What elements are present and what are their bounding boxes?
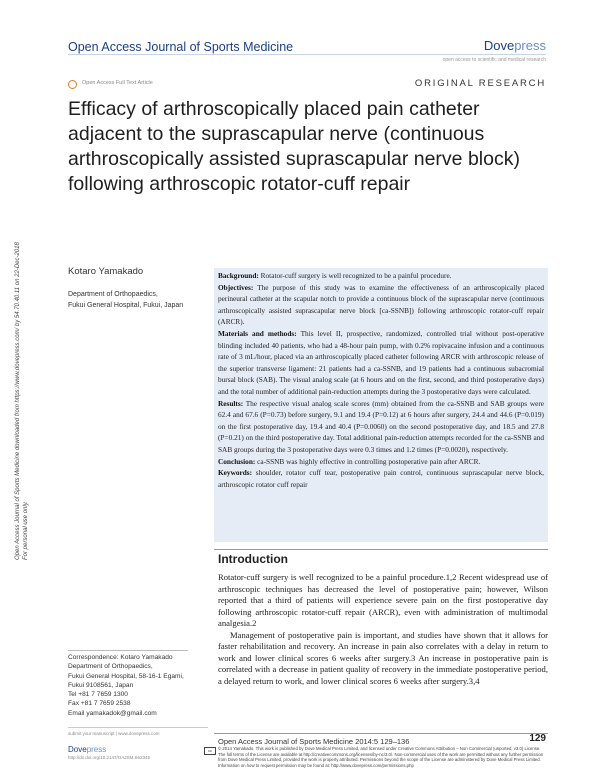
creative-commons-icon: cc <box>204 747 216 755</box>
intro-body <box>218 572 548 687</box>
affil-line2: Fukui General Hospital, Fukui, Japan <box>68 301 184 309</box>
footer-left-divider <box>68 727 208 728</box>
intro-heading: Introduction <box>218 552 288 566</box>
intro-paragraph-2: Management of postoperative pain is important, and studies have shown that it allows for faster rehabilitation and recovery. An increase in pain also correlates with a delay in return to work and lower clinical scores 6 weeks after surgery.3 An increase in postoperative pain is correlated with a decrease in patient quality of recovery in the immediate postoperative period, a delayed return to work, and lower clinical scores 6 weeks after surgery.3,4 <box>218 629 548 686</box>
header-divider <box>68 54 546 55</box>
corr-fax: Fax +81 7 7659 2538 <box>68 700 131 708</box>
corr-email[interactable]: Email yamakadok@gmail.com <box>68 709 157 717</box>
page-number: 129 <box>529 733 546 744</box>
corr-tel: Tel +81 7 7659 1300 <box>68 691 128 699</box>
methods-text: This level II, prospective, randomized, controlled trial without post-operative blinding included 40 patients, who had a 48-hour pain pump, with 0.2% ropivacaine infusion and a continuous rate of 3 mL/hour, placed via an arthroscopically placed catheter following ARCR with arthroscopic release of the superior transverse ligament: 21 patients had a ca-SSNB, and 19 patients had a continuous subacromial bursal block (SAB). The visual analog scale (at 6 hours and on the first, second, and third postoperative days) and the total number of additional pain-reduction attempts during the 3 postoperative days were calculated. <box>218 328 544 396</box>
results-text: The respective visual analog scale scores (mm) obtained from the ca-SSNB and SAB groups were 62.4 and 67.6 (P=0.73) before surgery, 9.1 and 19.4 (P=0.12) at 6 hours after surgery, 24.4 and 44.6 (P=0.019) on the first postoperative day, 19.4 and 40.4 (P=0.0060) on the second postoperative day, and 18.5 and 27.8 (P=0.21) on the third postoperative day. Total additional pain-reduction attempts recorded for the ca-SSNB and SAB groups during the 3 postoperative days were 0.3 times and 1.2 times (P=0.0020), respectively. <box>218 398 544 454</box>
correspondence-divider <box>68 650 188 651</box>
footer-divider <box>214 733 548 734</box>
journal-title[interactable]: Open Access Journal of Sports Medicine <box>68 40 294 54</box>
intro-divider <box>214 549 548 550</box>
corr-line1: Department of Orthopaedics, <box>68 663 153 671</box>
section-label: ORIGINAL RESEARCH <box>414 78 546 89</box>
objectives-label: Objectives: <box>218 282 254 292</box>
footer-citation: Open Access Journal of Sports Medicine 2014:5 129–136 <box>218 737 410 746</box>
correspondence-label: Correspondence: Kotaro Yamakado <box>68 654 173 661</box>
author-name: Kotaro Yamakado <box>68 266 144 277</box>
author-affiliation <box>68 290 218 311</box>
open-access-label: Open Access Full Text Article <box>82 80 153 86</box>
dove-logo-light: press <box>514 38 546 53</box>
results-label: Results: <box>218 398 244 408</box>
doi-link[interactable]: http://dx.doi.org/10.2147/OAJSM.S62345 <box>68 755 151 760</box>
license-text: © 2014 Yamakado. This work is published by Dove Medical Press Limited, and licensed under Creative Commons Attribution – Non Commercial (unported, v3.0) License. The full terms of the License are available at http://creativecommons.org/licenses/by-nc/3.0/. Non-commercial uses of the work are permitted without any further permission from Dove Medical Press Limited, provided the work is properly attributed. Permissions beyond the scope of the License are administered by Dove Medical Press Limited. Information on how to request permission may be found at: http://www.dovepress.com/permissions.php <box>218 746 544 768</box>
intro-paragraph-1: Rotator-cuff surgery is well recognized to be a painful procedure.1,2 Recent widespread use of arthroscopic techniques has decreased the level of postoperative pain; however, Wilson reported that a third of patients will experience severe pain on the first postoperative day following arthroscopic rotator-cuff repair (ARCR), even with administration of multimodal analgesia.2 <box>218 572 548 628</box>
side-note-line1: Open Access Journal of Sports Medicine downloaded from https://www.dovepress.com/ by 54.70.40.11 on 22-Dec-2018 <box>15 242 21 560</box>
dovepress-logo[interactable] <box>484 38 546 53</box>
footer-dove-light: press <box>86 745 107 754</box>
correspondence-block <box>68 653 218 718</box>
conclusion-label: Conclusion: <box>218 456 256 466</box>
background-label: Background: <box>218 271 259 280</box>
corr-line2: Fukui General Hospital, 58-16-1 Egami, <box>68 672 184 680</box>
dove-logo-bold: Dove <box>483 38 515 53</box>
conclusion-text: ca-SSNB was highly effective in controlling postoperative pain after ARCR. <box>257 456 481 466</box>
background-text: Rotator-cuff surgery is well recognized to be a painful procedure. <box>260 271 452 280</box>
keywords-label: Keywords: <box>218 468 253 478</box>
submit-manuscript-link[interactable]: submit your manuscript | www.dovepress.com <box>68 731 160 736</box>
footer-dove-bold: Dove <box>68 745 87 754</box>
side-note-line2: For personal use only. <box>23 501 29 560</box>
objectives-text: The purpose of this study was to examine the effectiveness of an arthroscopically placed perineural catheter at the scapular notch to provide a continuous block of the suprascapular nerve (continuous arthroscopically assisted suprascapular nerve block [ca-SSNB]) following arthroscopic rotator-cuff repair (ARCR). <box>218 282 544 327</box>
download-side-note <box>14 140 34 560</box>
affil-line1: Department of Orthopaedics, <box>68 291 158 298</box>
open-access-icon <box>68 80 77 89</box>
methods-label: Materials and methods: <box>218 328 297 338</box>
corr-line3: Fukui 9108561, Japan <box>68 681 134 689</box>
footer-dovepress-logo[interactable] <box>68 745 106 754</box>
abstract <box>218 270 544 490</box>
article-title: Efficacy of arthroscopically placed pain catheter adjacent to the suprascapular nerve (continuous arthroscopically assisted suprascapular nerve block) following arthroscopic rotator-cuff repair <box>68 98 520 195</box>
keywords-text: shoulder, rotator cuff tear, postoperative pain control, continuous suprascapular nerve block, arthroscopic rotator cuff repair <box>218 468 544 489</box>
publisher-tagline: open access to scientific and medical research <box>442 57 546 63</box>
